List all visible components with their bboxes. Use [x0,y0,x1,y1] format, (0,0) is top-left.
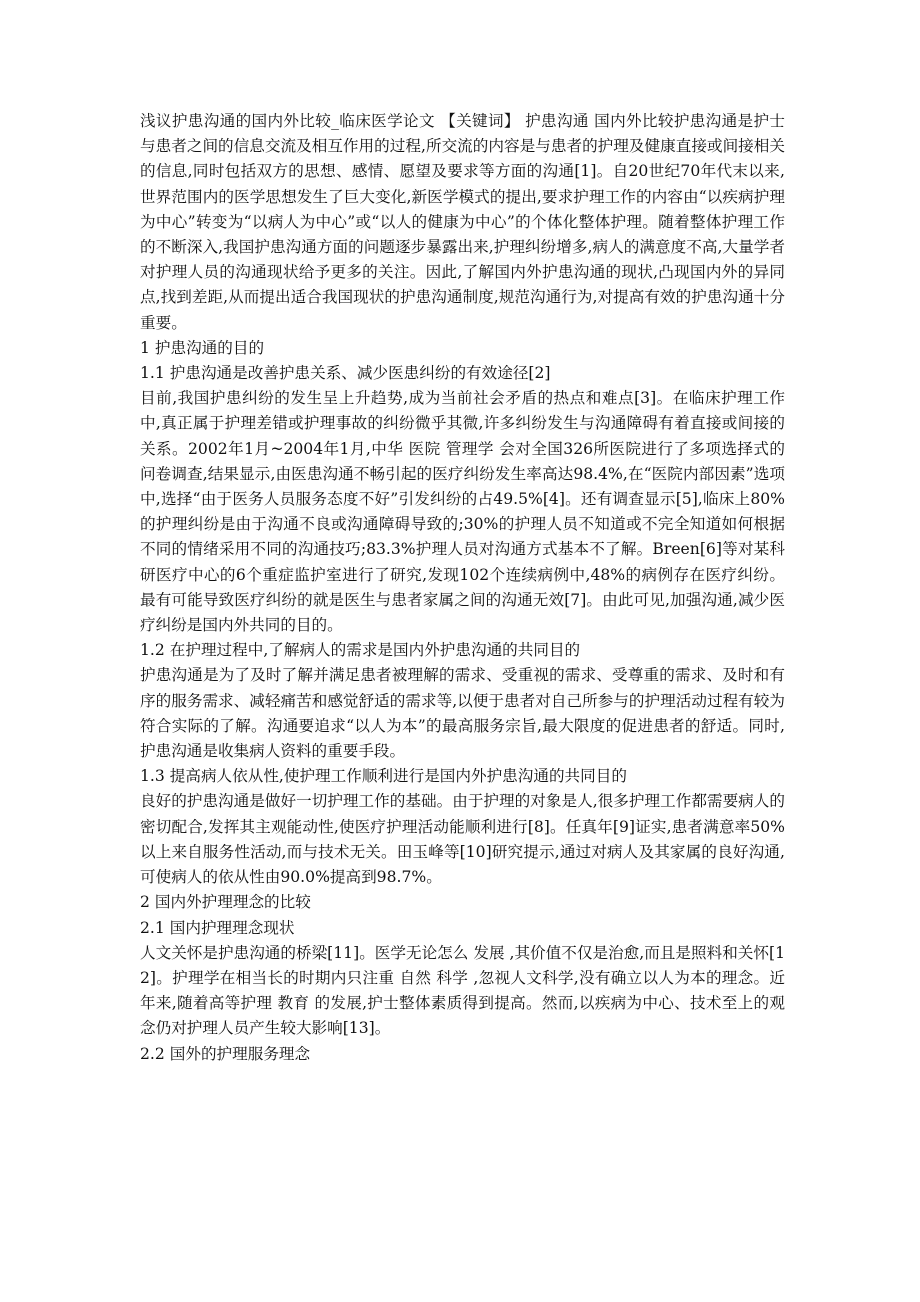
title-keywords-line: 浅议护患沟通的国内外比较_临床医学论文 【关键词】 护患沟通 国内外比较 [140,112,674,130]
section-heading-2: 2 国内外护理理念的比较 [140,893,311,912]
subsection-heading-1-1: 1.1 护患沟通是改善护患关系、减少医患纠纷的有效途径[2] [140,364,551,383]
paragraph-1-2: 护患沟通是为了及时了解并满足患者被理解的需求、受重视的需求、受尊重的需求、及时和有序的服务需求、减轻痛苦和感觉舒适的需求等,以便于患者对自己所参与的护理活动过程有较为符合实际的了解。沟通要追求“以人为本”的最高服务宗旨,最大限度的促进患者的舒适。同时,护患沟通是收集病人资料的重要手段。 [140,666,785,761]
subsection-heading-1-2: 1.2 在护理过程中,了解病人的需求是国内外护患沟通的共同目的 [140,641,581,660]
paragraph-1-3: 良好的护患沟通是做好一切护理工作的基础。由于护理的对象是人,很多护理工作都需要病人的密切配合,发挥其主观能动性,使医疗护理活动能顺利进行[8]。任真年[9]证实,患者满意率50%以上来自服务性活动,而与技术无关。田玉峰等[10]研究提示,通过对病人及其家属的良好沟通,可使病人的依从性由90.0%提高到98.7%。 [140,792,785,887]
subsection-heading-2-2: 2.2 国外的护理服务理念 [140,1044,311,1063]
title-keywords-paragraph [140,109,785,336]
document-page [140,109,785,1067]
intro-text: 护患沟通是护士与患者之间的信息交流及相互作用的过程,所交流的内容是与患者的护理及健康直接或间接相关的信息,同时包括双方的思想、感情、愿望及要求等方面的沟通[1]。自20世纪70年代末以来,世界范围内的医学思想发生了巨大变化,新医学模式的提出,要求护理工作的内容由“以疾病护理为中心”转变为“以病人为中心”或“以人的健康为中心”的个体化整体护理。随着整体护理工作的不断深入,我国护患沟通方面的问题逐步暴露出来,护理纠纷增多,病人的满意度不高,大量学者对护理人员的沟通现状给予更多的关注。因此,了解国内外护患沟通的现状,凸现国内外的异同点,找到差距,从而提出适合我国现状的护患沟通制度,规范沟通行为,对提高有效的护患沟通十分重要。 [140,112,785,332]
paragraph-1-1: 目前,我国护患纠纷的发生呈上升趋势,成为当前社会矛盾的热点和难点[3]。在临床护理工作中,真正属于护理差错或护理事故的纠纷微乎其微,许多纠纷发生与沟通障碍有着直接或间接的关系。2002年1月~2004年1月,中华 医院 管理学 会对全国326所医院进行了多项选择式的问卷调查,结果显示,由医患沟通不畅引起的医疗纠纷发生率高达98.4%,在“医院内部因素”选项中,选择“由于医务人员服务态度不好”引发纠纷的占49.5%[4]。还有调查显示[5],临床上80%的护理纠纷是由于沟通不良或沟通障碍导致的;30%的护理人员不知道或不完全知道如何根据不同的情绪采用不同的沟通技巧;83.3%护理人员对沟通方式基本不了解。Breen[6]等对某科研医疗中心的6个重症监护室进行了研究,发现102个连续病例中,48%的病例存在医疗纠纷。最有可能导致医疗纠纷的就是医生与患者家属之间的沟通无效[7]。由此可见,加强沟通,减少医疗纠纷是国内外共同的目的。 [140,389,785,635]
subsection-heading-1-3: 1.3 提高病人依从性,使护理工作顺利进行是国内外护患沟通的共同目的 [140,767,627,786]
section-heading-1: 1 护患沟通的目的 [140,338,265,357]
paragraph-2-1: 人文关怀是护患沟通的桥梁[11]。医学无论怎么 发展 ,其价值不仅是治愈,而且是照料和关怀[12]。护理学在相当长的时期内只注重 自然 科学 ,忽视人文科学,没有确立以人为本的理念。近年来,随着高等护理 教育 的发展,护士整体素质得到提高。然而,以疾病为中心、技术至上的观念仍对护理人员产生较大影响[13]。 [140,943,785,1038]
subsection-heading-2-1: 2.1 国内护理理念现状 [140,918,295,937]
